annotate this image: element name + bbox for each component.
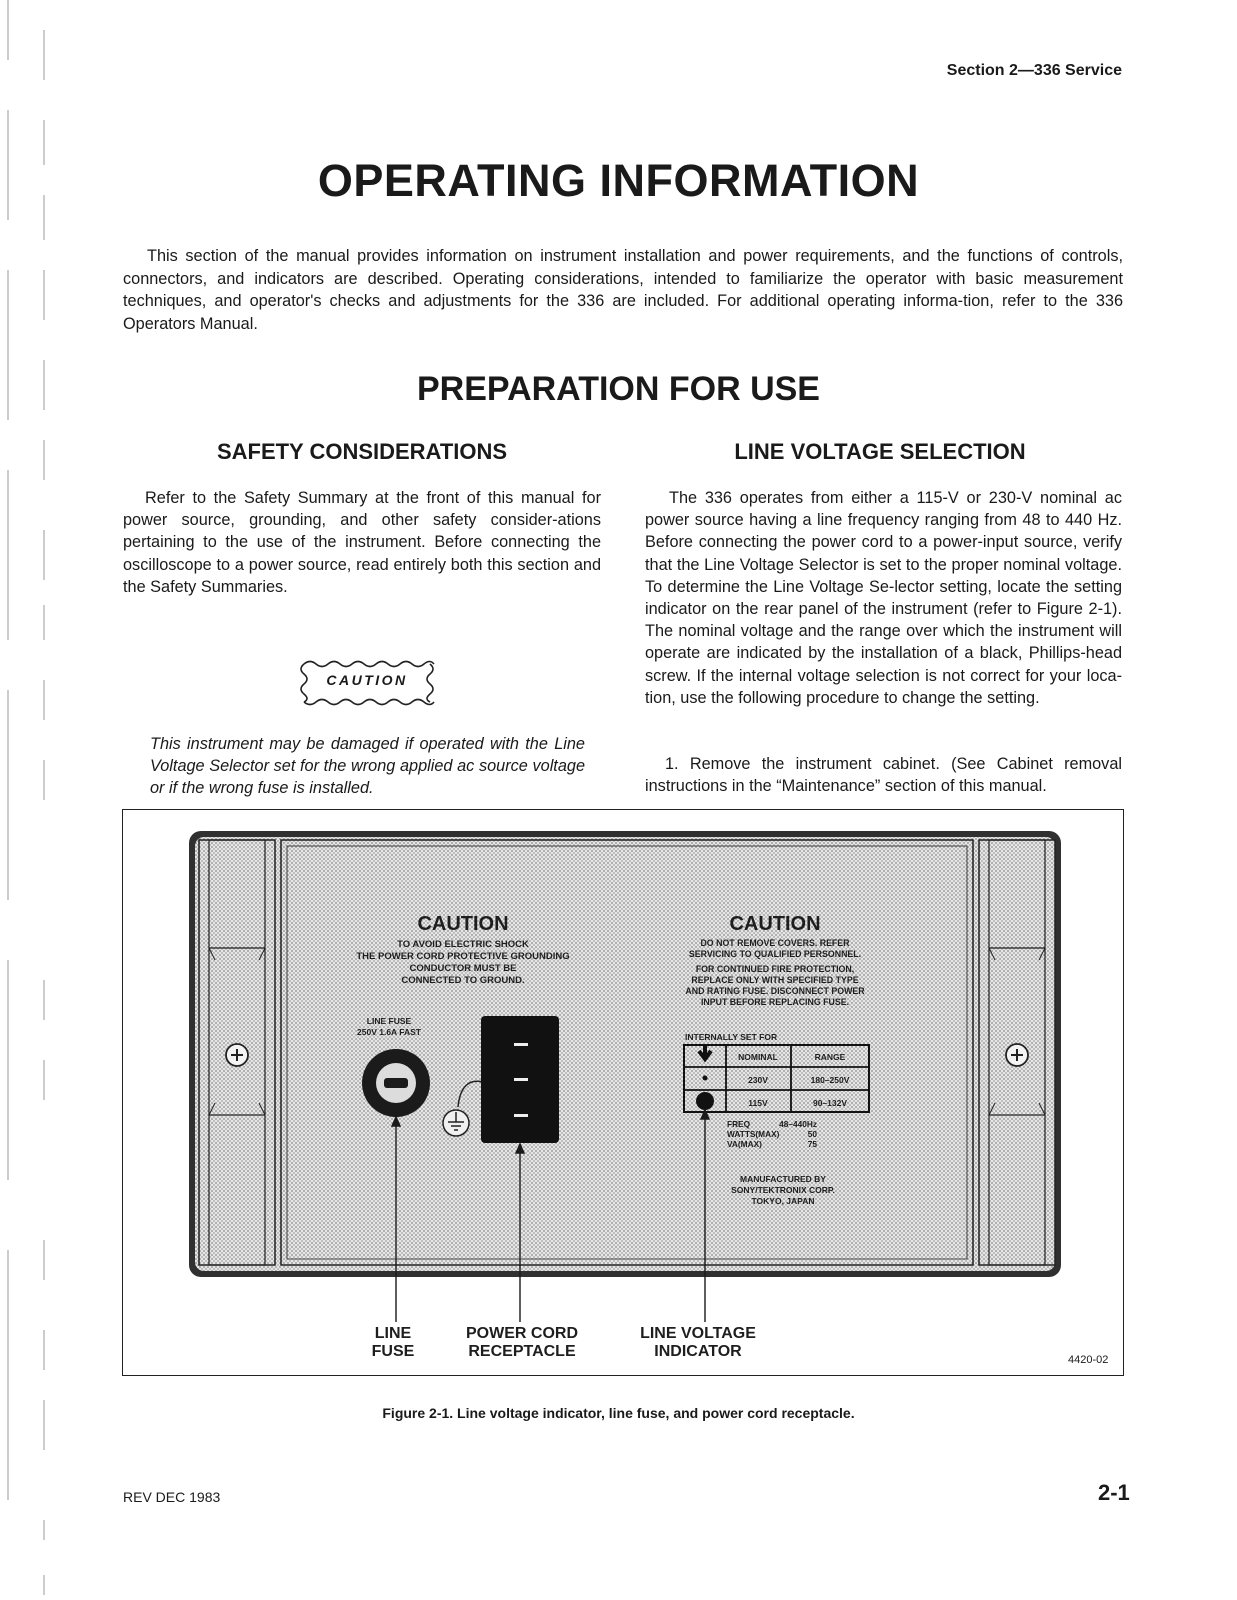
safety-heading: SAFETY CONSIDERATIONS bbox=[216, 439, 508, 464]
line-voltage-heading: LINE VOLTAGE SELECTION bbox=[734, 439, 1026, 464]
table-cell: 115V bbox=[748, 1098, 768, 1108]
table-header: NOMINAL bbox=[738, 1052, 778, 1062]
panel-left-caution-line: CONDUCTOR MUST BE bbox=[409, 963, 517, 974]
power-cord-receptacle-icon bbox=[481, 1016, 559, 1143]
spec-label: VA(MAX) bbox=[727, 1139, 762, 1149]
panel-left-caution-line: CONNECTED TO GROUND. bbox=[401, 975, 525, 986]
table-cell: 90–132V bbox=[812, 1098, 848, 1108]
manufacturer-line: SONY/TEKTRONIX CORP. bbox=[731, 1185, 835, 1195]
internally-set-for-label: INTERNALLY SET FOR bbox=[685, 1032, 778, 1042]
panel-right-caution-line: AND RATING FUSE. DISCONNECT POWER bbox=[685, 986, 865, 996]
manufacturer-line: TOKYO, JAPAN bbox=[751, 1196, 815, 1206]
table-header: RANGE bbox=[814, 1052, 846, 1062]
figure-id: 4420-02 bbox=[1068, 1354, 1109, 1366]
panel-right-caution-line: SERVICING TO QUALIFIED PERSONNEL. bbox=[688, 949, 862, 959]
panel-right-caution-line: FOR CONTINUED FIRE PROTECTION, bbox=[695, 964, 855, 974]
panel-right-caution-line: REPLACE ONLY WITH SPECIFIED TYPE bbox=[691, 975, 859, 985]
panel-right-caution-line: DO NOT REMOVE COVERS. REFER bbox=[700, 938, 850, 948]
manufacturer-line: MANUFACTURED BY bbox=[740, 1174, 826, 1184]
section-title: PREPARATION FOR USE bbox=[417, 370, 820, 408]
line-fuse-holder-icon bbox=[362, 1049, 430, 1117]
section-header: Section 2—336 Service bbox=[946, 62, 1122, 79]
spec-value: 48–440Hz bbox=[779, 1119, 817, 1129]
callout-line-voltage: LINE VOLTAGE bbox=[640, 1325, 756, 1342]
callout-line-fuse: FUSE bbox=[371, 1343, 415, 1360]
table-cell: 180–250V bbox=[810, 1075, 850, 1085]
callout-line-voltage: INDICATOR bbox=[654, 1343, 742, 1360]
selected-voltage-screw-icon bbox=[696, 1092, 714, 1110]
caution-banner bbox=[296, 656, 438, 708]
table-cell: 230V bbox=[748, 1075, 768, 1085]
figure-caption: Figure 2-1. Line voltage indicator, line fuse, and power cord receptacle. bbox=[382, 1405, 855, 1421]
panel-left-caution-title: CAUTION bbox=[417, 913, 509, 935]
intro-paragraph: This section of the manual provides information on instrument installation and power requirements, and the functions of controls, connectors, and indicators are described. Operating considerations, intended to familiarize the operator with basic measurement techniques, and operator's checks and adjustments for the 336 are included. For additional operating informa-tion, refer to the 336 Operators Manual. bbox=[123, 247, 1123, 333]
figure-2-1 bbox=[122, 809, 1124, 1376]
spec-label: WATTS(MAX) bbox=[727, 1129, 780, 1139]
panel-fuse-rating: 250V 1.6A FAST bbox=[357, 1027, 421, 1037]
page-title: OPERATING INFORMATION bbox=[317, 155, 920, 206]
callout-power-cord: RECEPTACLE bbox=[468, 1343, 576, 1360]
step-1-text: 1. Remove the instrument cabinet. (See Cabinet removal instructions in the “Maintenance” section of this manual. bbox=[645, 755, 1122, 796]
caution-label: CAUTION bbox=[326, 672, 408, 688]
panel-left-caution-line: TO AVOID ELECTRIC SHOCK bbox=[397, 939, 529, 950]
panel-fuse-rating: LINE FUSE bbox=[366, 1016, 412, 1026]
caution-text: This instrument may be damaged if operated with the Line Voltage Selector set for the wrong applied ac source voltage or if the wrong fuse is installed. bbox=[150, 735, 585, 797]
panel-right-caution-line: INPUT BEFORE REPLACING FUSE. bbox=[700, 997, 850, 1007]
spec-value: 75 bbox=[807, 1139, 817, 1149]
panel-right-caution-title: CAUTION bbox=[729, 913, 821, 935]
safety-paragraph: Refer to the Safety Summary at the front of this manual for power source, grounding, and other safety consider-ations pertaining to the use of the instrument. Before connecting the oscilloscope to a power source, read entirely both this section and the Safety Summaries. bbox=[123, 489, 601, 596]
callout-power-cord: POWER CORD bbox=[466, 1325, 578, 1342]
rear-panel-illustration bbox=[123, 810, 1125, 1377]
page-number: 2-1 bbox=[1098, 1480, 1130, 1505]
revision-date: REV DEC 1983 bbox=[123, 1489, 221, 1505]
line-voltage-paragraph: The 336 operates from either a 115-V or 230-V nominal ac power source having a line frequency ranging from 48 to 440 Hz. Before connecting the power cord to a power-input source, verify that the Line Voltage Selector is set to the proper nominal voltage. To determine the Line Voltage Se-lector setting, locate the setting indicator on the rear panel of the instrument (refer to Figure 2-1). The nominal voltage and the range over which the instrument will operate are indicated by the installation of a black, Phillips-head screw. If the internal voltage selection is not correct for your loca-tion, use the following procedure to change the setting. bbox=[645, 489, 1122, 707]
scan-margin-marks bbox=[0, 0, 60, 1600]
panel-left-caution-line: THE POWER CORD PROTECTIVE GROUNDING bbox=[356, 951, 570, 962]
spec-value: 50 bbox=[807, 1129, 817, 1139]
spec-label: FREQ bbox=[727, 1119, 751, 1129]
callout-line-fuse: LINE bbox=[374, 1325, 412, 1342]
